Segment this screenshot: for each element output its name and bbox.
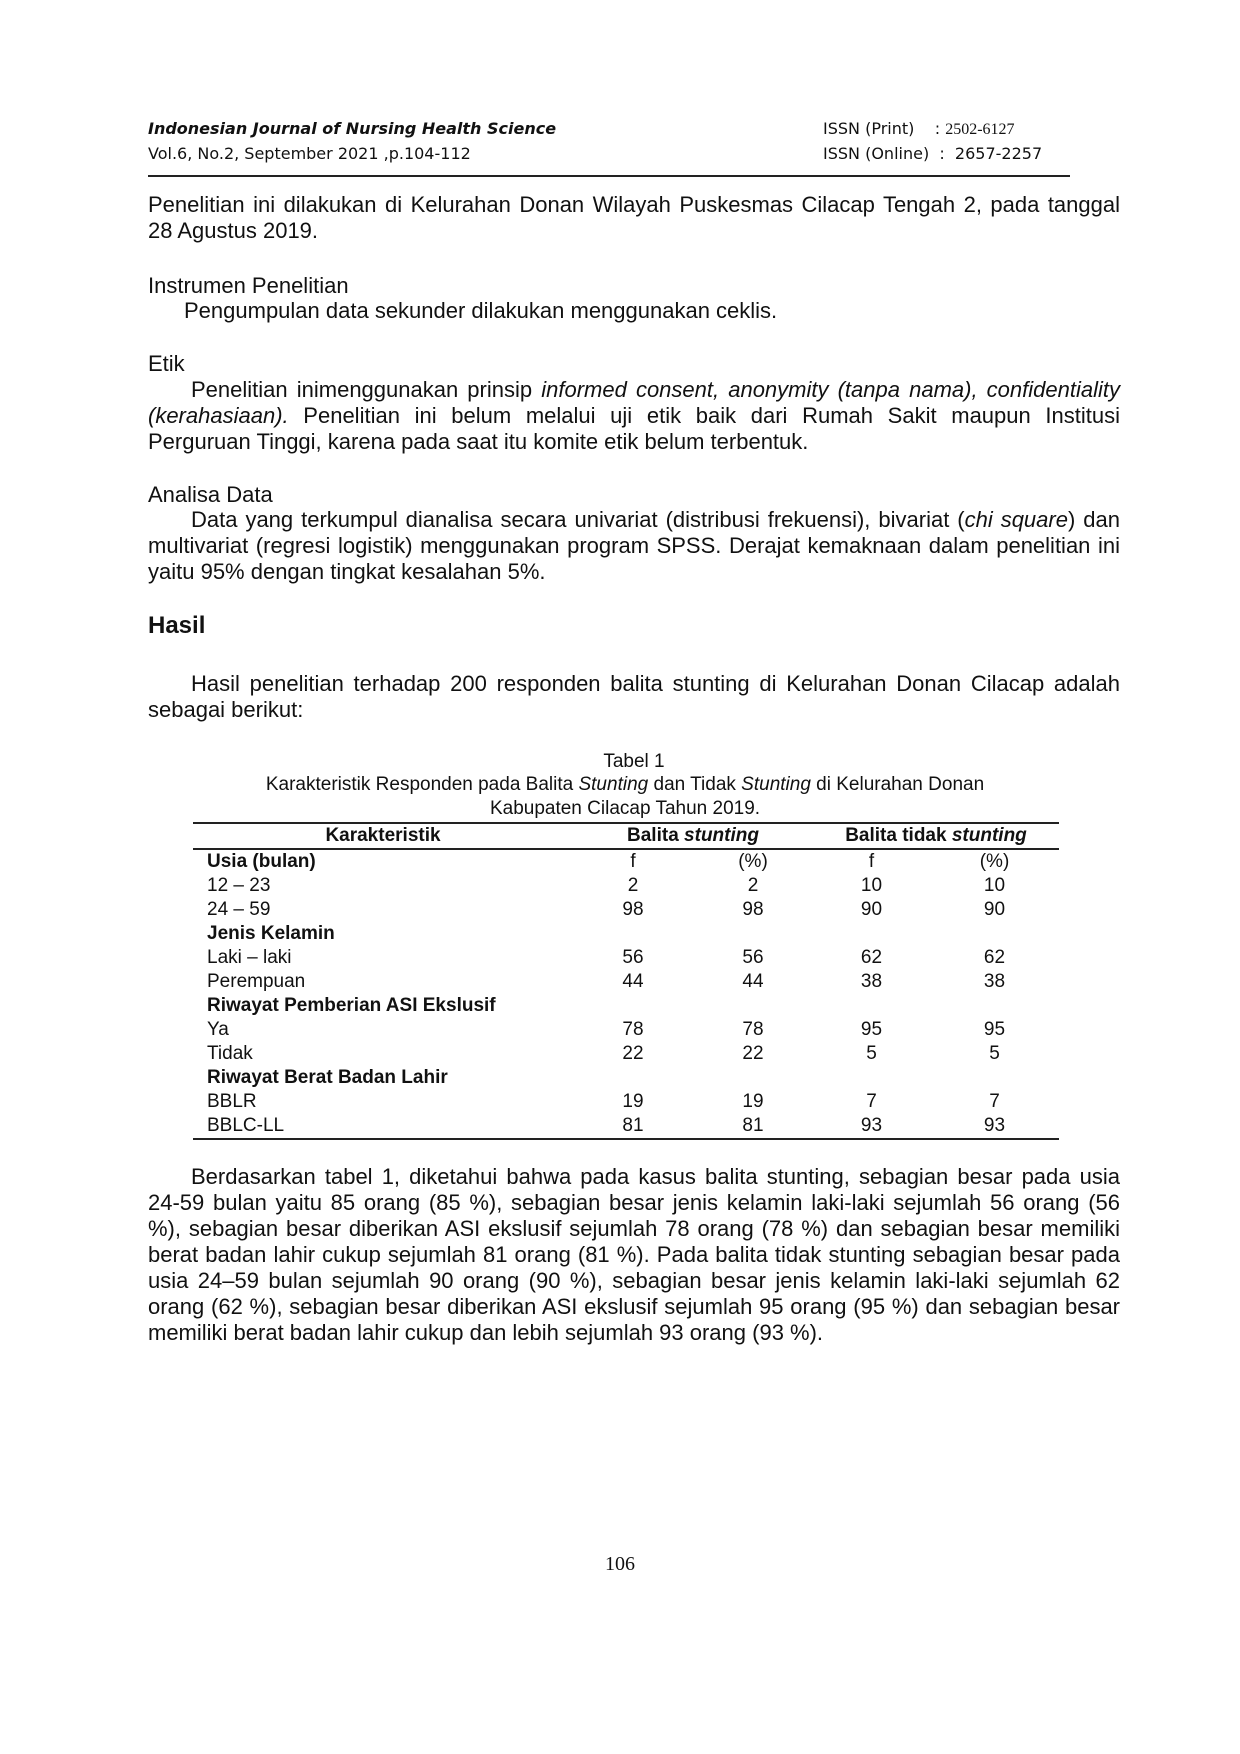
analisa-paragraph	[148, 507, 1120, 585]
cell-p2: 5	[989, 1043, 1000, 1064]
table-row	[193, 970, 1059, 994]
table-row	[193, 1066, 1059, 1090]
analisa-label: Analisa Data	[148, 482, 273, 507]
caption-b: Stunting	[578, 774, 649, 795]
caption-d: Stunting	[741, 774, 811, 795]
cell-f1: 78	[622, 1019, 644, 1040]
table-title: Tabel 1	[603, 751, 665, 772]
cell-f2: 38	[860, 971, 883, 992]
cell-f2: 95	[860, 1019, 883, 1040]
col-stunting-b: stunting	[684, 825, 759, 846]
table-row	[193, 946, 1059, 970]
etik-text-a: Penelitian inimenggunakan prinsip	[191, 377, 542, 402]
table-row	[193, 922, 1059, 946]
table-header-row	[193, 823, 1059, 849]
table-row	[193, 898, 1059, 922]
row-label: Ya	[207, 1019, 229, 1040]
instrumen-text: Pengumpulan data sekunder dilakukan menggunakan ceklis.	[184, 298, 778, 323]
row-label: 24 – 59	[207, 899, 271, 920]
row-label: BBLR	[207, 1091, 257, 1112]
issn-print-label: ISSN (Print) :	[823, 119, 946, 138]
analisa-text-a: Data yang terkumpul dianalisa secara univariat (distribusi frekuensi), bivariat (	[191, 507, 965, 532]
sub-pct: (%)	[979, 851, 1010, 872]
cell-f1: 81	[573, 1114, 693, 1139]
etik-paragraph	[148, 377, 1120, 455]
cell-p1: 98	[742, 899, 764, 920]
cell-p2: 95	[983, 1019, 1006, 1040]
analisa-text-c: ) dan multivariat (regresi logistik) menggunakan program SPSS. Derajat kemaknaan dalam penelitian ini yaitu 95% dengan tingkat kesalahan 5%.	[148, 507, 1120, 584]
hasil-intro: Hasil penelitian terhadap 200 responden balita stunting di Kelurahan Donan Cilacap adalah sebagai berikut:	[148, 671, 1120, 722]
cell-f2: 5	[866, 1043, 877, 1064]
group-jenis-kelamin: Jenis Kelamin	[207, 923, 335, 944]
caption-e: di Kelurahan Donan Kabupaten Cilacap Tahun 2019.	[489, 774, 985, 819]
issn-print	[823, 119, 1015, 139]
issn-print-value: 2502-6127	[945, 121, 1015, 138]
cell-f1: 2	[627, 875, 639, 896]
running-header	[148, 119, 1070, 177]
row-label: Perempuan	[207, 971, 306, 992]
row-label: Laki – laki	[207, 947, 292, 968]
cell-p1: 44	[742, 971, 764, 992]
caption-c: dan Tidak	[648, 774, 742, 795]
location-paragraph: Penelitian ini dilakukan di Kelurahan Donan Wilayah Puskesmas Cilacap Tengah 2, pada tanggal 28 Agustus 2019.	[148, 192, 1120, 243]
cell-p2: 90	[983, 899, 1006, 920]
cell-p1: 78	[742, 1019, 764, 1040]
instrumen-label: Instrumen Penelitian	[148, 273, 349, 298]
page-number: 106	[605, 1553, 635, 1575]
cell-p2: 62	[983, 947, 1006, 968]
cell-p2: 10	[983, 875, 1006, 896]
table-row	[193, 1018, 1059, 1042]
row-label: 12 – 23	[207, 875, 271, 896]
col-karakteristik: Karakteristik	[193, 823, 573, 849]
journal-volume: Vol.6, No.2, September 2021 ,p.104-112	[148, 144, 471, 163]
cell-f1: 44	[622, 971, 644, 992]
analisa-text-italic: chi square	[964, 507, 1068, 532]
cell-f2: 62	[860, 947, 883, 968]
caption-a: Karakteristik Responden pada Balita	[265, 774, 579, 795]
group-berat-badan: Riwayat Berat Badan Lahir	[207, 1067, 448, 1088]
cell-f1: 56	[622, 947, 644, 968]
cell-p1: 19	[742, 1091, 764, 1112]
table-row	[193, 849, 1059, 874]
col-balita-tidak-stunting	[813, 823, 1059, 849]
etik-text-italic: informed consent, anonymity (tanpa nama), confidentiality (kerahasiaan).	[148, 377, 1120, 428]
group-asi: Riwayat Pemberian ASI Ekslusif	[207, 995, 496, 1016]
table-row	[193, 1042, 1059, 1066]
cell-p1: 81	[693, 1114, 813, 1139]
row-label: BBLC-LL	[193, 1114, 573, 1139]
cell-f1: 98	[622, 899, 644, 920]
cell-p2: 93	[930, 1114, 1059, 1139]
issn-online: ISSN (Online) : 2657-2257	[823, 144, 1043, 163]
sub-f: f	[630, 851, 636, 872]
cell-f2: 10	[860, 875, 883, 896]
table-row	[193, 1114, 1059, 1139]
cell-f1: 22	[622, 1043, 644, 1064]
characteristics-table	[193, 822, 1059, 1140]
etik-text-c: Penelitian ini belum melalui uji etik baik dari Rumah Sakit maupun Institusi Perguruan Tinggi, karena pada saat itu komite etik belum terbentuk.	[148, 403, 1120, 454]
table-row	[193, 1090, 1059, 1114]
cell-f2: 90	[860, 899, 883, 920]
cell-p2: 38	[983, 971, 1006, 992]
col-stunting-a: Balita	[627, 825, 685, 846]
col-tidak-a: Balita tidak	[845, 825, 952, 846]
cell-f1: 19	[622, 1091, 644, 1112]
cell-p1: 56	[742, 947, 764, 968]
cell-f2: 7	[866, 1091, 877, 1112]
group-usia: Usia (bulan)	[207, 851, 316, 872]
journal-title: Indonesian Journal of Nursing Health Science	[148, 119, 557, 138]
cell-p1: 22	[742, 1043, 764, 1064]
sub-pct: (%)	[738, 851, 768, 872]
col-tidak-b: stunting	[951, 825, 1027, 846]
table-caption	[230, 773, 1020, 821]
conclusion-paragraph: Berdasarkan tabel 1, diketahui bahwa pada kasus balita stunting, sebagian besar pada usia 24-59 bulan yaitu 85 orang (85 %), sebagian besar jenis kelamin laki-laki sejumlah 56 orang (56 %), sebagian besar diberikan ASI ekslusif sejumlah 78 orang (78 %) dan sebagian besar memiliki berat badan lahir cukup sejumlah 81 orang (81 %). Pada balita tidak stunting sebagian besar pada usia 24–59 bulan sejumlah 90 orang (90 %), sebagian besar jenis kelamin laki-laki sejumlah 62 orang (62 %), sebagian besar diberikan ASI ekslusif sejumlah 95 orang (95 %) dan sebagian besar memiliki berat badan lahir cukup dan lebih sejumlah 93 orang (93 %).	[148, 1164, 1120, 1345]
col-balita-stunting	[573, 823, 813, 849]
cell-f2: 93	[813, 1114, 930, 1139]
table-row	[193, 874, 1059, 898]
sub-f: f	[868, 851, 875, 872]
cell-p2: 7	[989, 1091, 1000, 1112]
table-row	[193, 994, 1059, 1018]
hasil-heading: Hasil	[148, 612, 206, 639]
cell-p1: 2	[747, 875, 759, 896]
etik-label: Etik	[148, 351, 185, 376]
row-label: Tidak	[207, 1043, 253, 1064]
